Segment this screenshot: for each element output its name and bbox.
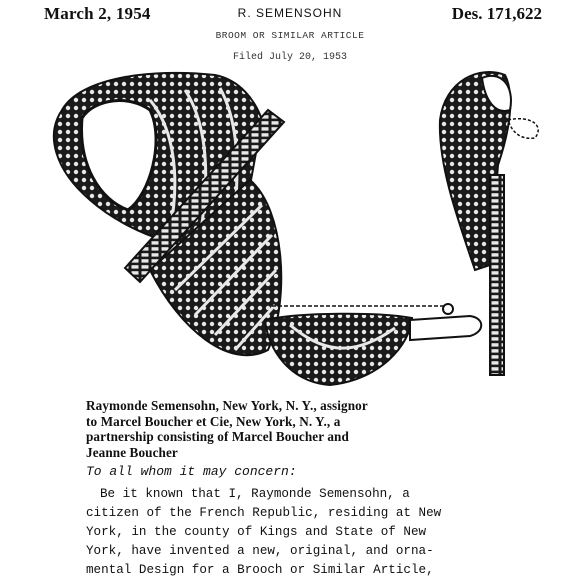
side-view-stem <box>490 175 504 375</box>
patent-date: March 2, 1954 <box>44 4 151 23</box>
claim-line: to Marcel Boucher et Cie, New York, N. Y., a <box>86 413 341 429</box>
patent-drawing <box>0 60 580 390</box>
claim-line: partnership consisting of Marcel Boucher and <box>86 429 349 444</box>
pin-clasp <box>410 316 481 340</box>
patent-number: Des. 171,622 <box>451 4 542 23</box>
filed-date: Filed July 20, 1953 <box>232 52 348 63</box>
claim-line: Jeanne Boucher <box>86 444 178 460</box>
pin-hinge <box>443 304 453 314</box>
body-line: mental Design for a Brooch or Similar Article, <box>86 563 434 577</box>
inventor-name: R. SEMENSOHN <box>237 6 343 20</box>
body-line: York, in the county of Kings and State of New <box>86 525 427 539</box>
body-line: York, have invented a new, original, and orna- <box>86 544 434 558</box>
figure-2-brooch-bottom-view <box>265 304 481 385</box>
body-line: Be it known that I, Raymonde Semensohn, a <box>100 487 410 501</box>
claim-line: Raymonde Semensohn, New York, N. Y., assignor <box>86 398 368 413</box>
patent-title: BROOM OR SIMILAR ARTICLE <box>215 30 365 41</box>
patent-claim <box>86 398 526 460</box>
body-line: citizen of the French Republic, residing at New <box>86 506 442 520</box>
salutation: To all whom it may concern: <box>86 464 297 479</box>
figure-1-brooch-front-view <box>54 73 284 355</box>
patent-body <box>86 485 496 580</box>
side-view-clasp-loop <box>508 119 538 139</box>
